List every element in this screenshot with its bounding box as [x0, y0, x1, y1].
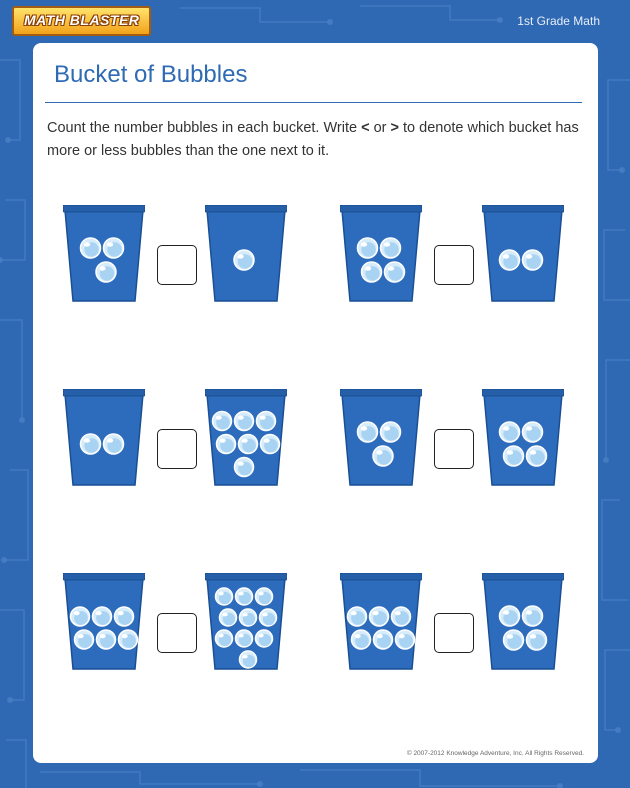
right-bucket	[482, 573, 564, 671]
bucket-body	[484, 578, 562, 669]
answer-box[interactable]	[157, 613, 197, 653]
bubble	[396, 630, 415, 649]
bubble	[523, 422, 543, 442]
bubble	[240, 609, 257, 626]
right-bucket	[205, 389, 287, 487]
bubble	[213, 412, 232, 431]
bubble	[217, 435, 236, 454]
worksheet-paper	[33, 43, 598, 763]
right-bucket-graphic	[482, 573, 564, 671]
left-bucket	[340, 389, 422, 487]
instructions-text-1: Count the number bubbles in each bucket. Write	[47, 120, 362, 136]
left-bucket-graphic	[63, 389, 145, 487]
bubble	[235, 412, 254, 431]
bubble	[257, 412, 276, 431]
less-than-symbol: <	[361, 120, 370, 136]
left-bucket-graphic	[340, 205, 422, 303]
bubble	[119, 630, 138, 649]
comparison-problem	[340, 389, 592, 499]
bucket-rim	[482, 573, 564, 580]
answer-box[interactable]	[157, 429, 197, 469]
bubble	[93, 607, 112, 626]
bubble	[370, 607, 389, 626]
bubble	[81, 434, 101, 454]
bucket-rim	[205, 573, 287, 580]
header-bar	[0, 0, 630, 42]
bucket-rim	[340, 389, 422, 396]
right-bucket	[482, 205, 564, 303]
left-bucket-graphic	[340, 573, 422, 671]
grade-label: 1st Grade Math	[517, 14, 600, 28]
bubble	[234, 250, 254, 270]
bubble	[527, 446, 547, 466]
bubble	[239, 435, 258, 454]
right-bucket	[482, 389, 564, 487]
bubble	[348, 607, 367, 626]
left-bucket	[63, 573, 145, 671]
bucket-body	[342, 394, 420, 485]
bubble	[373, 446, 393, 466]
bubble	[75, 630, 94, 649]
bubble	[261, 435, 280, 454]
worksheet-title: Bucket of Bubbles	[54, 61, 248, 88]
bubble	[71, 607, 90, 626]
right-bucket	[205, 573, 287, 671]
bubble	[235, 458, 254, 477]
bubble	[381, 422, 401, 442]
right-bucket	[205, 205, 287, 303]
left-bucket-graphic	[63, 573, 145, 671]
answer-box[interactable]	[434, 429, 474, 469]
left-bucket-graphic	[63, 205, 145, 303]
answer-box[interactable]	[157, 245, 197, 285]
bubble	[96, 262, 116, 282]
comparison-problem	[63, 205, 315, 315]
left-bucket	[340, 205, 422, 303]
bubble	[352, 630, 371, 649]
left-bucket-graphic	[340, 389, 422, 487]
right-bucket-graphic	[482, 205, 564, 303]
bubble	[374, 630, 393, 649]
bubble	[504, 630, 524, 650]
bubble	[260, 609, 277, 626]
left-bucket	[63, 389, 145, 487]
copyright-notice: © 2007-2012 Knowledge Adventure, Inc. All Rights Reserved.	[406, 750, 584, 757]
right-bucket-graphic	[482, 389, 564, 487]
bubble	[236, 630, 253, 647]
bucket-rim	[482, 205, 564, 212]
bucket-rim	[63, 389, 145, 396]
bubble	[527, 630, 547, 650]
bucket-rim	[340, 205, 422, 212]
bucket-rim	[205, 389, 287, 396]
bucket-body	[342, 210, 420, 301]
bucket-rim	[340, 573, 422, 580]
bubble	[504, 446, 524, 466]
answer-box[interactable]	[434, 245, 474, 285]
bubble	[385, 262, 405, 282]
bubble	[358, 422, 378, 442]
comparison-problem	[340, 205, 592, 315]
comparison-problem	[63, 389, 315, 499]
answer-box[interactable]	[434, 613, 474, 653]
bucket-rim	[205, 205, 287, 212]
bubble	[115, 607, 134, 626]
math-blaster-logo[interactable]: MATH BLASTER	[12, 6, 151, 36]
comparison-problem	[340, 573, 592, 683]
right-bucket-graphic	[205, 205, 287, 303]
bubble	[220, 609, 237, 626]
left-bucket	[63, 205, 145, 303]
bubble	[104, 238, 124, 258]
bubble	[216, 630, 233, 647]
instructions-text-2: to denote which bucket has more or less bubbles than the one next to it.	[47, 120, 579, 159]
bubble	[81, 238, 101, 258]
bubble	[523, 250, 543, 270]
bucket-body	[484, 394, 562, 485]
or-word: or	[369, 120, 391, 136]
bucket-body	[65, 210, 143, 301]
left-bucket	[340, 573, 422, 671]
bubble	[362, 262, 382, 282]
bubble	[358, 238, 378, 258]
bubble	[216, 588, 233, 605]
bubble	[240, 651, 257, 668]
bubble	[392, 607, 411, 626]
bubble	[500, 606, 520, 626]
comparison-problem	[63, 573, 315, 683]
greater-than-symbol: >	[390, 120, 399, 136]
bucket-rim	[63, 573, 145, 580]
bubble	[104, 434, 124, 454]
right-bucket-graphic	[205, 573, 287, 671]
title-divider	[45, 102, 582, 103]
bucket-rim	[63, 205, 145, 212]
bubble	[236, 588, 253, 605]
bubble	[97, 630, 116, 649]
bubble	[256, 588, 273, 605]
bubble	[500, 250, 520, 270]
bubble	[256, 630, 273, 647]
instructions	[47, 117, 587, 163]
bubble	[500, 422, 520, 442]
bubble	[523, 606, 543, 626]
bucket-rim	[482, 389, 564, 396]
right-bucket-graphic	[205, 389, 287, 487]
bubble	[381, 238, 401, 258]
